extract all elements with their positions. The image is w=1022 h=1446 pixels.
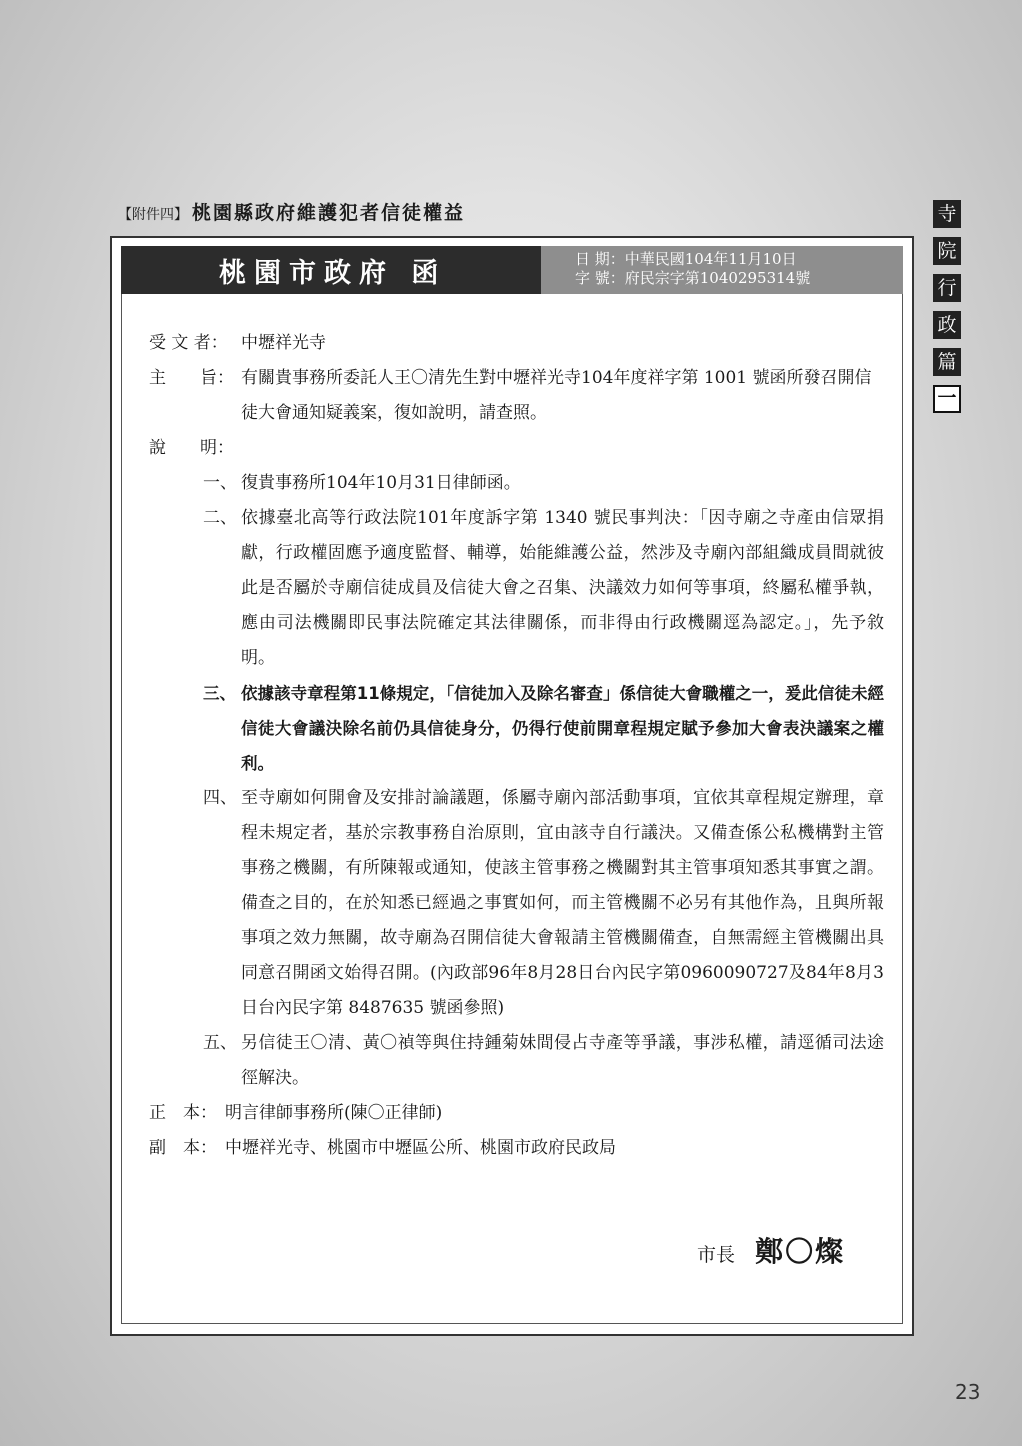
item-text: 至寺廟如何開會及安排討論議題，係屬寺廟內部活動事項，宜依其章程規定辦理，章程未規定者，基於宗教事務自治原則，宜由該寺自行議決。又備查係公私機構對主管事務之機關，有所陳報或通知，使該主管事務之機關對其主管事項知悉其事實之謂。備查之目的，在於知悉已經過之事實如何，而主管機關不必另有其他作為，且與所報事項之效力無關，故寺廟為召開信徒大會報請主管機關備查，自無需經主管機關出具同意召開函文始得召開。(內政部96年8月28日台內民字第0960090727及84年8月3日台內民字第 8487635 號函參照)	[241, 788, 884, 1018]
duplicate-copy-row	[149, 1131, 884, 1166]
signature	[697, 1230, 845, 1270]
explanation-item	[149, 466, 884, 501]
letter-date: 日 期：中華民國104年11月10日	[575, 250, 797, 268]
item-text: 依據該寺章程第11條規定，「信徒加入及除名審查」係信徒大會職權之一，爰此信徒未經信徒大會議決除名前仍具信徒身分，仍得行使前開章程規定賦予參加大會表決議案之權利。	[241, 684, 884, 773]
page-number: 23	[955, 1380, 981, 1404]
item-number: 三、	[203, 684, 236, 703]
original-copy-value: 明言律師事務所(陳〇正律師)	[225, 1103, 443, 1123]
recipient-value: 中壢祥光寺	[241, 333, 326, 353]
side-tab-char: 院	[933, 237, 961, 265]
original-copy-label: 正 本：	[149, 1103, 217, 1123]
attachment-title-text: 桃園縣政府維護犯者信徒權益	[192, 202, 466, 224]
item-text: 復貴事務所104年10月31日律師函。	[241, 473, 521, 493]
explanation-item	[149, 501, 884, 676]
item-number: 五、	[203, 1033, 237, 1053]
duplicate-copy-label: 副 本：	[149, 1138, 217, 1158]
subject-label: 主 旨：	[149, 368, 234, 388]
item-number: 四、	[203, 788, 237, 808]
explanation-item	[149, 1026, 884, 1096]
signature-name: 鄭〇燦	[755, 1235, 846, 1268]
side-tab-char: 篇	[933, 348, 961, 376]
recipient-label: 受 文 者：	[149, 333, 228, 353]
side-tab-char: 政	[933, 311, 961, 339]
section-side-tab	[933, 200, 963, 422]
side-tab-number: 一	[933, 385, 961, 413]
letter-body	[149, 326, 884, 1166]
original-copy-row	[149, 1096, 884, 1131]
letter-meta	[541, 246, 903, 294]
explanation-item	[149, 676, 884, 781]
explanation-item	[149, 781, 884, 1026]
item-number: 一、	[203, 473, 237, 493]
side-tab-char: 行	[933, 274, 961, 302]
item-number: 二、	[203, 508, 237, 528]
letter-title: 桃園市政府 函	[121, 246, 541, 294]
subject-row	[149, 361, 884, 431]
subject-value: 有關貴事務所委託人王〇清先生對中壢祥光寺104年度祥字第 1001 號函所發召開信徒大會通知疑義案，復如說明，請查照。	[241, 368, 872, 423]
side-tab-char: 寺	[933, 200, 961, 228]
item-text: 另信徒王〇清、黃〇禎等與住持鍾菊妹間侵占寺產等爭議，事涉私權，請逕循司法途徑解決。	[241, 1033, 884, 1088]
item-text: 依據臺北高等行政法院101年度訴字第 1340 號民事判決：「因寺廟之寺產由信眾捐獻，行政權固應予適度監督、輔導，始能維護公益，然涉及寺廟內部組織成員間就彼此是否屬於寺廟信徒成員及信徒大會之召集、決議效力如何等事項，終屬私權爭執，應由司法機關即民事法院確定其法律關係，而非得由行政機關逕為認定。」，先予敘明。	[241, 508, 884, 668]
attachment-tag: 【附件四】	[118, 207, 188, 223]
letter-ref: 字 號：府民宗字第1040295314號	[575, 269, 811, 287]
signature-title: 市長	[697, 1244, 736, 1266]
explanation-row	[149, 431, 884, 466]
attachment-title	[118, 198, 465, 225]
duplicate-copy-value: 中壢祥光寺、桃園市中壢區公所、桃園市政府民政局	[225, 1138, 616, 1158]
letter-header	[121, 246, 903, 294]
recipient-row	[149, 326, 884, 361]
explanation-label: 說 明：	[149, 438, 234, 458]
